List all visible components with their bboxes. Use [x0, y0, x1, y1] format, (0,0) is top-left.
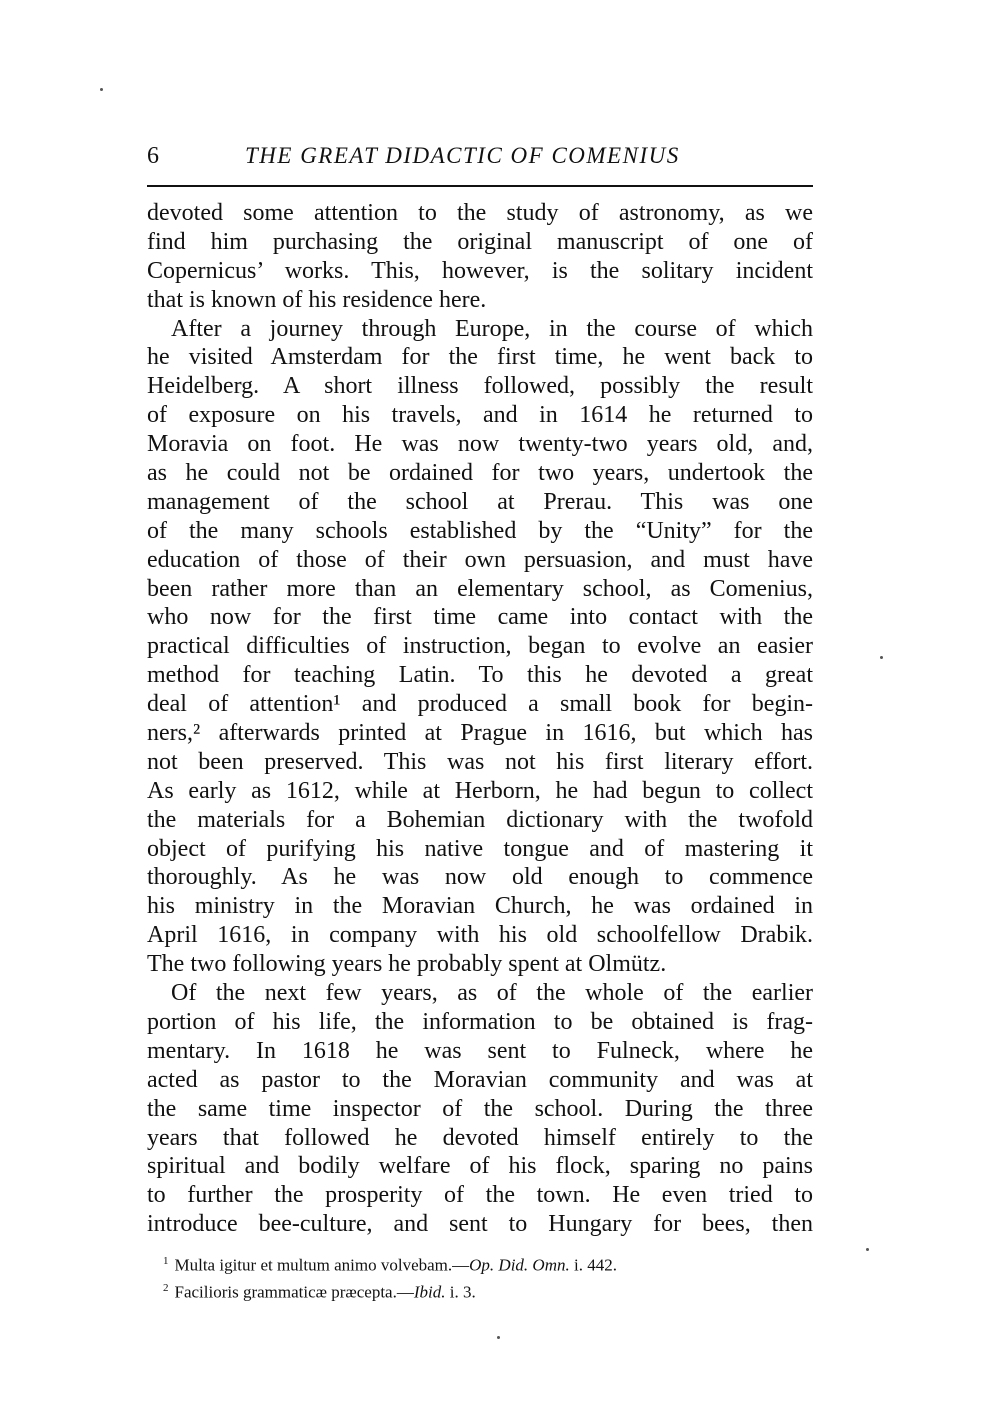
- text-line: thoroughly. As he was now old enough to commence: [147, 864, 813, 891]
- text-line: as he could not be ordained for two years, undertook the: [147, 460, 813, 487]
- text-line: who now for the first time came into contact with the: [147, 604, 813, 631]
- footnote-mark: 2: [163, 1281, 169, 1294]
- text-line: years that followed he devoted himself entirely to the: [147, 1124, 813, 1151]
- text-line: Copernicus’ works. This, however, is the solitary incident: [147, 257, 813, 284]
- text-line: spiritual and bodily welfare of his flock, sparing no pains: [147, 1153, 813, 1180]
- text-line: Moravia on foot. He was now twenty-two years old, and,: [147, 431, 813, 458]
- text-line: portion of his life, the information to be obtained is frag-: [147, 1008, 813, 1035]
- text-line: been rather more than an elementary school, as Comenius,: [147, 575, 813, 602]
- text-line: introduce bee-culture, and sent to Hungary for bees, then: [147, 1211, 813, 1238]
- text-line: object of purifying his native tongue and of mastering it: [147, 835, 813, 862]
- text-line: method for teaching Latin. To this he devoted a great: [147, 662, 813, 689]
- scan-speck: [497, 1336, 500, 1339]
- text-line: education of those of their own persuasion, and must have: [147, 546, 813, 573]
- text-line: not been preserved. This was not his first literary effort.: [147, 748, 813, 775]
- footnote-text: Multa igitur et multum animo volvebam.—: [174, 1255, 470, 1275]
- footnote: [163, 1277, 617, 1304]
- text-line: devoted some attention to the study of astronomy, as we: [147, 200, 813, 226]
- running-head: THE GREAT DIDACTIC OF COMENIUS: [245, 143, 680, 168]
- text-line: of the many schools established by the “Unity” for the: [147, 517, 813, 544]
- text-line: that is known of his residence here.: [147, 286, 487, 313]
- footnote: [163, 1250, 617, 1277]
- text-line: management of the school at Prerau. This was one: [147, 488, 813, 515]
- scan-speck: [100, 88, 103, 91]
- text-line: Of the next few years, as of the whole of the earlier: [171, 980, 813, 1007]
- text-line: the materials for a Bohemian dictionary with the twofold: [147, 806, 813, 833]
- text-line: deal of attention¹ and produced a small book for begin-: [147, 691, 813, 718]
- text-line: find him purchasing the original manuscript of one of: [147, 228, 813, 255]
- footnote-mark: 1: [163, 1255, 169, 1267]
- text-line: to further the prosperity of the town. He even tried to: [147, 1182, 813, 1209]
- text-line: of exposure on his travels, and in 1614 he returned to: [147, 402, 813, 429]
- text-line: mentary. In 1618 he was sent to Fulneck, where he: [147, 1037, 813, 1064]
- text-line: his ministry in the Moravian Church, he was ordained in: [147, 893, 813, 920]
- text-line: After a journey through Europe, in the course of which: [171, 315, 813, 342]
- text-line: the same time inspector of the school. During the three: [147, 1095, 813, 1122]
- footnote-citation: Ibid.: [413, 1282, 446, 1302]
- text-line: Heidelberg. A short illness followed, possibly the result: [147, 373, 813, 400]
- header-rule: [147, 185, 813, 187]
- footnote-text: Facilioris grammaticæ præcepta.—: [174, 1282, 414, 1302]
- body-text: [147, 199, 813, 1239]
- page-number: 6: [147, 143, 159, 169]
- text-line: As early as 1612, while at Herborn, he had begun to collect: [147, 777, 813, 804]
- footnotes: [163, 1250, 617, 1303]
- scan-speck: [866, 1248, 869, 1251]
- text-line: acted as pastor to the Moravian community and was at: [147, 1066, 813, 1093]
- text-line: ners,² afterwards printed at Prague in 1616, but which has: [147, 720, 813, 747]
- text-line: he visited Amsterdam for the first time, he went back to: [147, 344, 813, 371]
- text-line: April 1616, in company with his old schoolfellow Drabik.: [147, 922, 813, 949]
- footnote-reference: i. 3.: [445, 1282, 476, 1302]
- text-line: The two following years he probably spent at Olmütz.: [147, 951, 667, 978]
- text-line: practical difficulties of instruction, began to evolve an easier: [147, 633, 813, 660]
- footnote-reference: i. 442.: [569, 1255, 617, 1275]
- footnote-citation: Op. Did. Omn.: [469, 1255, 570, 1275]
- scan-speck: [880, 656, 883, 659]
